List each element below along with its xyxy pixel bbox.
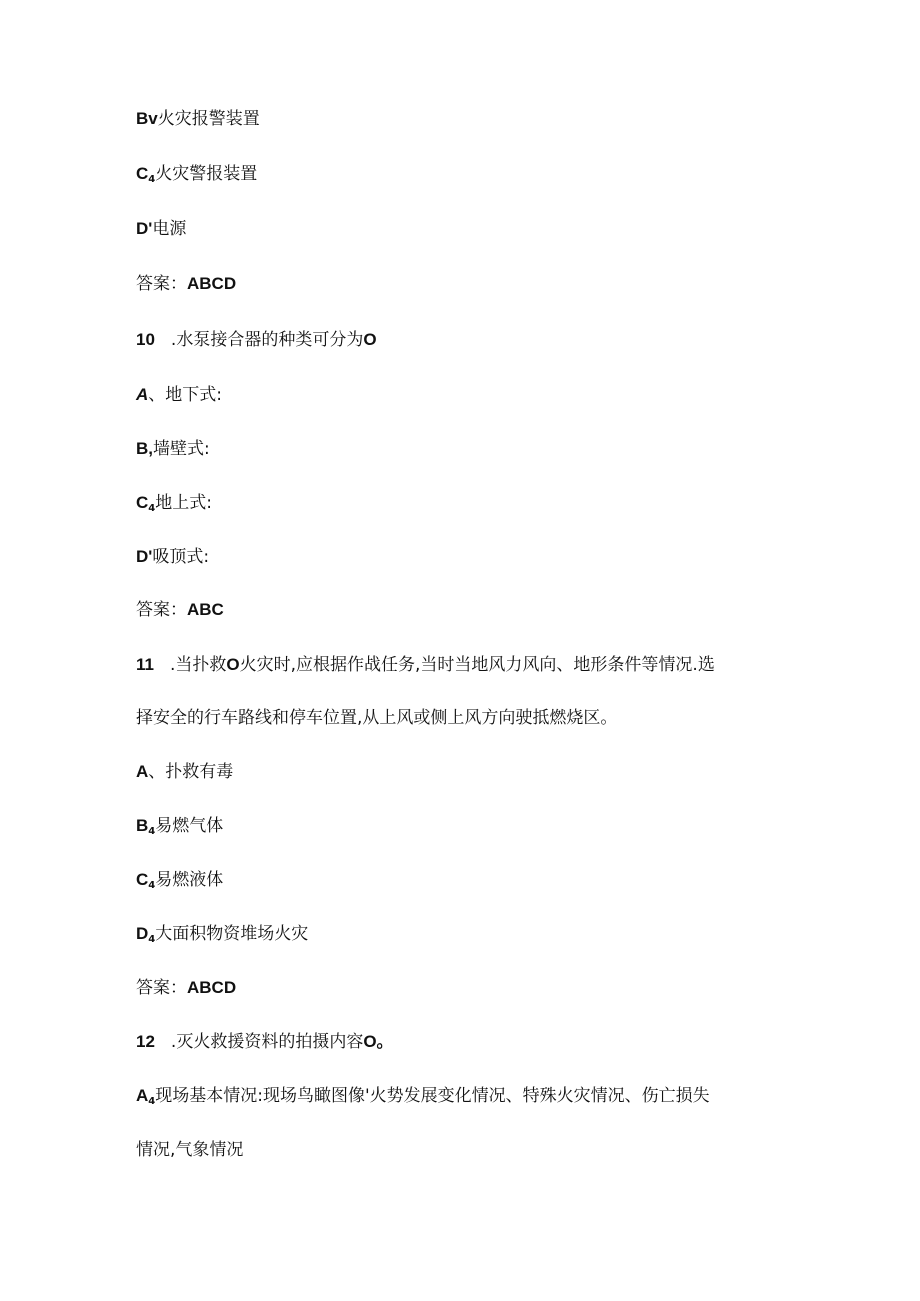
option-text: 火灾警报装置 — [155, 164, 258, 184]
q11-option-a — [136, 761, 233, 783]
option-text: 、扑救有毒 — [148, 762, 234, 782]
option-letter-sub: 4 — [148, 174, 156, 185]
option-letter: D — [136, 924, 149, 943]
option-letter-sub: 4 — [148, 880, 156, 891]
option-text: 电源 — [152, 219, 187, 239]
q11-option-b — [136, 815, 223, 843]
option-text: 、地下式: — [148, 385, 223, 405]
q12-option-a — [136, 1085, 710, 1113]
option-letter-sub: 4 — [148, 503, 156, 514]
question-text: .水泵接合器的种类可分为 — [170, 330, 364, 350]
option-letter: C — [136, 164, 149, 183]
option-letter: A — [136, 385, 149, 404]
option-text: 吸顶式: — [152, 547, 210, 567]
answer-value: ABC — [187, 600, 224, 619]
option-letter-sub: 4 — [148, 934, 156, 945]
q12-option-a-continued — [136, 1139, 243, 1161]
q9-option-c — [136, 163, 257, 191]
question-text-continued: 择安全的行车路线和停车位置,从上风或侧上风方向驶抵燃烧区。 — [136, 708, 618, 728]
option-text-continued: 情况,气象情况 — [136, 1140, 244, 1160]
q9-answer — [136, 273, 236, 295]
option-letter: A — [136, 762, 149, 781]
option-letter: B — [136, 816, 149, 835]
question-blank: O。 — [363, 1032, 394, 1051]
q9-option-d — [136, 218, 186, 240]
q10-option-c — [136, 492, 212, 520]
option-letter: C — [136, 493, 149, 512]
option-text: 易燃气体 — [155, 816, 224, 836]
q11-option-c — [136, 869, 223, 897]
option-text: 火灾报警装置 — [157, 109, 260, 129]
answer-value: ABCD — [187, 274, 237, 293]
option-text: 墙壁式: — [153, 439, 210, 459]
question-blank: O — [363, 330, 377, 349]
answer-label: 答案： — [136, 600, 187, 620]
q9-option-b — [136, 108, 260, 130]
q10-option-d — [136, 546, 209, 568]
option-text: 易燃液体 — [155, 870, 224, 890]
option-text: 地上式: — [155, 493, 212, 513]
q11-stem — [136, 654, 715, 676]
option-letter: Bv — [136, 109, 158, 128]
q11-option-d — [136, 923, 308, 951]
option-letter: A — [136, 1086, 149, 1105]
option-text: 大面积物资堆场火灾 — [155, 924, 309, 944]
question-text-after: 火灾时,应根据作战任务,当时当地风力风向、地形条件等情况.选 — [239, 655, 715, 675]
q10-option-a — [136, 384, 222, 406]
option-text: 现场基本情况:现场鸟瞰图像'火势发展变化情况、特殊火灾情况、伤亡损失 — [155, 1086, 710, 1106]
answer-label: 答案： — [136, 274, 187, 294]
q10-answer — [136, 599, 224, 621]
q11-answer — [136, 977, 236, 999]
answer-label: 答案： — [136, 978, 187, 998]
option-letter: D' — [136, 547, 153, 566]
option-letter-sub: 4 — [148, 1096, 156, 1107]
question-number: 11 — [136, 655, 154, 674]
question-number: 10 — [136, 330, 155, 349]
q10-option-b — [136, 438, 210, 460]
q11-stem-continued — [136, 707, 617, 729]
question-text: .灭火救援资料的拍摄内容 — [170, 1032, 364, 1052]
option-letter: D' — [136, 219, 153, 238]
option-letter-sub: 4 — [148, 826, 156, 837]
answer-value: ABCD — [187, 978, 237, 997]
option-letter: B, — [136, 439, 153, 458]
question-number: 12 — [136, 1032, 155, 1051]
question-blank: O — [226, 655, 240, 674]
q12-stem — [136, 1031, 394, 1053]
option-letter: C — [136, 870, 149, 889]
q10-stem — [136, 329, 377, 351]
question-text-before: .当扑救 — [169, 655, 227, 675]
